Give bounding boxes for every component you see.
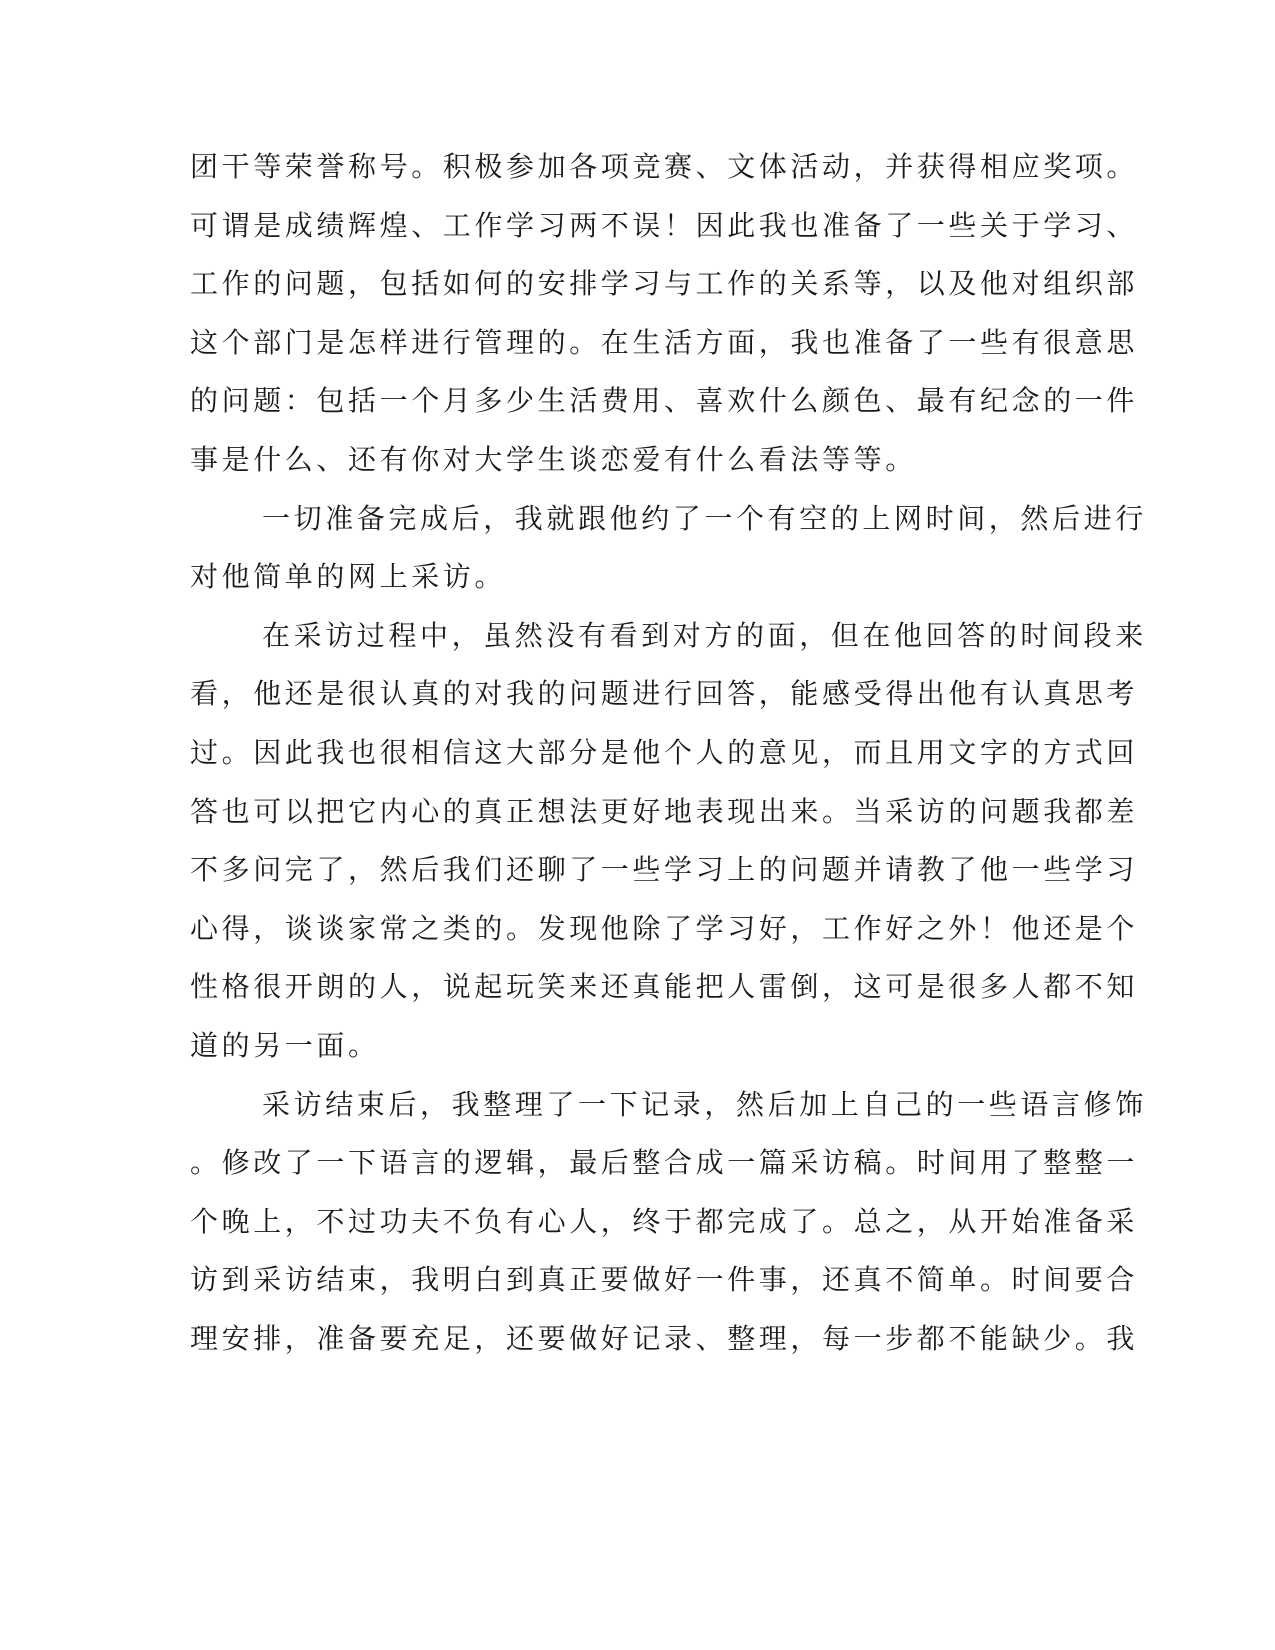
paragraph-start-line: 在采访过程中，虽然没有看到对方的面，但在他回答的时间段来 xyxy=(262,618,1147,652)
paragraph-start-line: 一切准备完成后，我就跟他约了一个有空的上网时间，然后进行 xyxy=(262,501,1147,535)
text-line: 过。因此我也很相信这大部分是他个人的意见，而且用文字的方式回 xyxy=(190,735,1139,769)
text-line: 团干等荣誉称号。积极参加各项竞赛、文体活动，并获得相应奖项。 xyxy=(190,150,1139,183)
text-line: 答也可以把它内心的真正想法更好地表现出来。当采访的问题我都差 xyxy=(190,794,1139,828)
document-body xyxy=(190,138,1147,1368)
text-line: 。修改了一下语言的逻辑，最后整合成一篇采访稿。时间用了整整一 xyxy=(190,1146,1139,1180)
text-line: 可谓是成绩辉煌、工作学习两不误！因此我也准备了一些关于学习、 xyxy=(190,208,1139,242)
paragraph-start-line: 采访结束后，我整理了一下记录，然后加上自己的一些语言修饰 xyxy=(262,1087,1147,1121)
text-line: 不多问完了，然后我们还聊了一些学习上的问题并请教了他一些学习 xyxy=(190,853,1139,887)
text-line: 道的另一面。 xyxy=(190,1028,380,1062)
text-line: 这个部门是怎样进行管理的。在生活方面，我也准备了一些有很意思 xyxy=(190,325,1139,359)
text-line: 性格很开朗的人，说起玩笑来还真能把人雷倒，这可是很多人都不知 xyxy=(190,970,1139,1004)
text-line: 看，他还是很认真的对我的问题进行回答，能感受得出他有认真思考 xyxy=(190,677,1139,711)
text-line: 心得，谈谈家常之类的。发现他除了学习好，工作好之外！他还是个 xyxy=(190,911,1139,945)
text-line: 个晚上，不过功夫不负有心人，终于都完成了。总之，从开始准备采 xyxy=(190,1204,1139,1238)
text-line: 工作的问题，包括如何的安排学习与工作的关系等，以及他对组织部 xyxy=(190,267,1139,301)
text-line: 理安排，准备要充足，还要做好记录、整理，每一步都不能缺少。我 xyxy=(190,1321,1139,1355)
text-line: 的问题：包括一个月多少生活费用、喜欢什么颜色、最有纪念的一件 xyxy=(190,384,1139,418)
text-line: 对他简单的网上采访。 xyxy=(190,560,507,594)
text-line: 事是什么、还有你对大学生谈恋爱有什么看法等等。 xyxy=(190,442,917,476)
text-line: 访到采访结束，我明白到真正要做好一件事，还真不简单。时间要合 xyxy=(190,1263,1139,1297)
